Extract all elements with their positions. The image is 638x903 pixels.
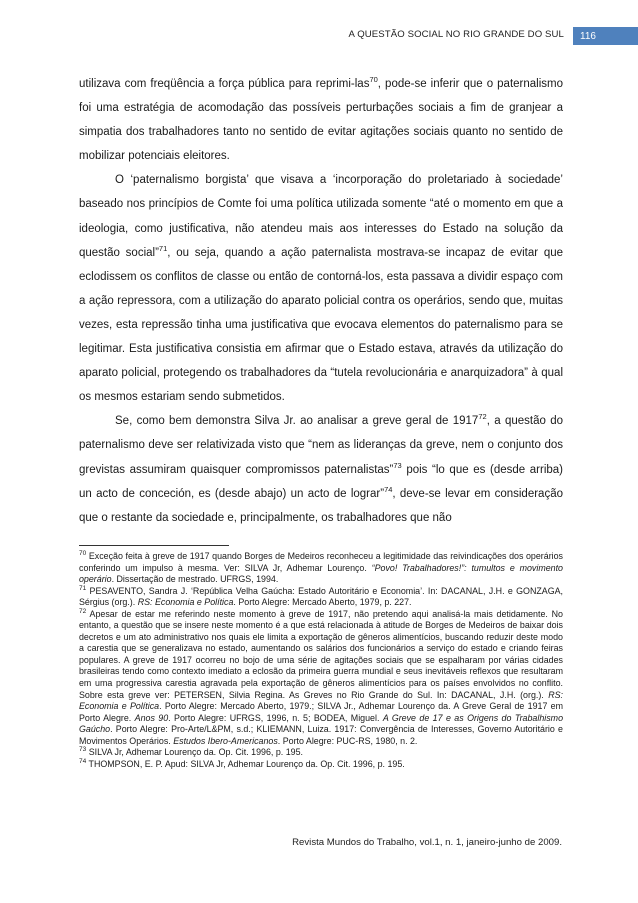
footnote-74: $^{74}$ THOMPSON, E. P. Apud: SILVA Jr, Adhemar Lourenço da. Op. Cit. 1996, p. 195. [79, 757, 405, 769]
paragraph-2: O ‘paternalismo borgista’ que visava a ‘incorporação do proletariado à sociedade’ baseado nos princípios de Comte foi uma política utilizada somente “até o momento em que a ideologia, como justificativa, não atendeu mais aos interesses do Estado na solução da questão social”$^{71}$, ou seja, quando a ação paternalista mostrava-se incapaz de evitar que eclodissem os conflitos de classe ou então de contorná-los, esta passava a dividir espaço com a ação repressora, com a utilização do aparato policial contra os operários, sendo que, muitas vezes, esta repressão tinha uma justificativa que evocava elementos do paternalismo para se legitimar. Esta justificativa consistia em afirmar que o Estado estava, através da utilização do aparato policial, protegendo os trabalhadores da “tutela revolucionária e anarquizadora” à qual os mesmos estariam sendo submetidos. [79, 174, 564, 404]
footnote-71: $^{71}$ PESAVENTO, Sandra J. ‘República Velha Gaúcha: Estado Autoritário e Economia’. In: DACANAL, J.H. e GONZAGA, Sérgius (org.). RS: Economia e Política. Porto Alegre: Mercado Aberto, 1979, p. 227. [79, 584, 563, 608]
footnote-ref-74: 74 [384, 484, 393, 494]
footnote-ref-71: 71 [158, 243, 168, 253]
footnote-ref-70: 70 [369, 75, 378, 85]
footnote-ref-73: 73 [393, 460, 402, 470]
running-header: A QUESTÃO SOCIAL NO RIO GRANDE DO SUL [348, 29, 564, 40]
footnote-70: $^{70}$ Exceção feita à greve de 1917 quando Borges de Medeiros reconheceu a legitimidade das reivindicações dos operários conferindo um impulso à mesma. Ver: SILVA Jr, Adhemar Lourenço. “Povo! Trabalhadores!”: tumultos e movimento operário. Dissertação de mestrado. UFRGS, 1994. [79, 550, 563, 585]
footnote-73: $^{73}$ SILVA Jr, Adhemar Lourenço da. Op. Cit. 1996, p. 195. [79, 746, 303, 758]
footnote-separator [79, 545, 229, 546]
paragraph-1: utilizava com freqüência a força pública para reprimi-las$^{70}$, pode-se inferir que o paternalismo foi uma estratégia de acomodação das possíveis perturbações sociais a fim de granjear a simpatia dos trabalhadores tanto no sentido de evitar agitações sociais quanto no sentido de mobilizar potenciais eleitores. [79, 75, 563, 163]
paragraph-3: Se, como bem demonstra Silva Jr. ao analisar a greve geral de 1917$^{72}$, a questão do paternalismo deve ser relativizada visto que “nem as lideranças da greve, nem o conjunto dos grevistas assumiram quaisquer compromissos paternalistas”$^{73}$ pois “lo que es (desde arriba) un acto de conceción, es (desde abajo) un acto de lograr”$^{74}$, deve-se levar em consideração que o restante da sociedade e, principalmente, os trabalhadores que não [79, 412, 563, 524]
footnote-ref-72: 72 [478, 412, 487, 422]
journal-citation-footer: Revista Mundos do Trabalho, vol.1, n. 1, janeiro-junho de 2009. [292, 837, 562, 848]
body-text [79, 72, 563, 530]
footnotes [79, 551, 563, 770]
page-number: 116 [573, 27, 638, 45]
footnote-72: $^{72}$ Apesar de estar me referindo neste momento à greve de 1917, não pretendo aqui analisá-la mais detidamente. No entanto, a questão que se insere neste momento é a que está relacionada à atitude de Borges de Medeiros de baixar dois decretos e um ato administrativo nos quais ele limita a exportação de gêneros alimentícios, buscando reduzir deste modo a carestia que se generalizava no estado, aumentando os salários dos funcionários a serviço do estado e criando feiras populares. A greve de 1917 ocorreu no bojo de uma série de agitações sociais que se espalharam por várias cidades brasileiras tendo como contexto imediato a eclosão da primeira guerra mundial e seus inevitáveis reflexos que resultaram em uma progressiva carestia agravada pela exportação de gêneros alimentícios para os países envolvidos no conflito. Sobre esta greve ver: PETERSEN, Silvia Regina. As Greves no Rio Grande do Sul. In: DACANAL, J.H. (org.). RS: Economia e Política. Porto Alegre: Mercado Aberto, 1979.; SILVA Jr., Adhemar Lourenço da. A Greve Geral de 1917 em Porto Alegre. Anos 90. Porto Alegre: UFRGS, 1996, n. 5; BODEA, Miguel. A Greve de 17 e as Origens do Trabalhismo Gaúcho. Porto Alegre: Pro-Arte/L&PM, s.d.; KLIEMANN, Luiza. 1917: Convergência de Interesses, Governo Autoritário e Movimentos Operários. Estudos Ibero-Americanos. Porto Alegre: PUC-RS, 1980, n. 2. [79, 607, 564, 746]
